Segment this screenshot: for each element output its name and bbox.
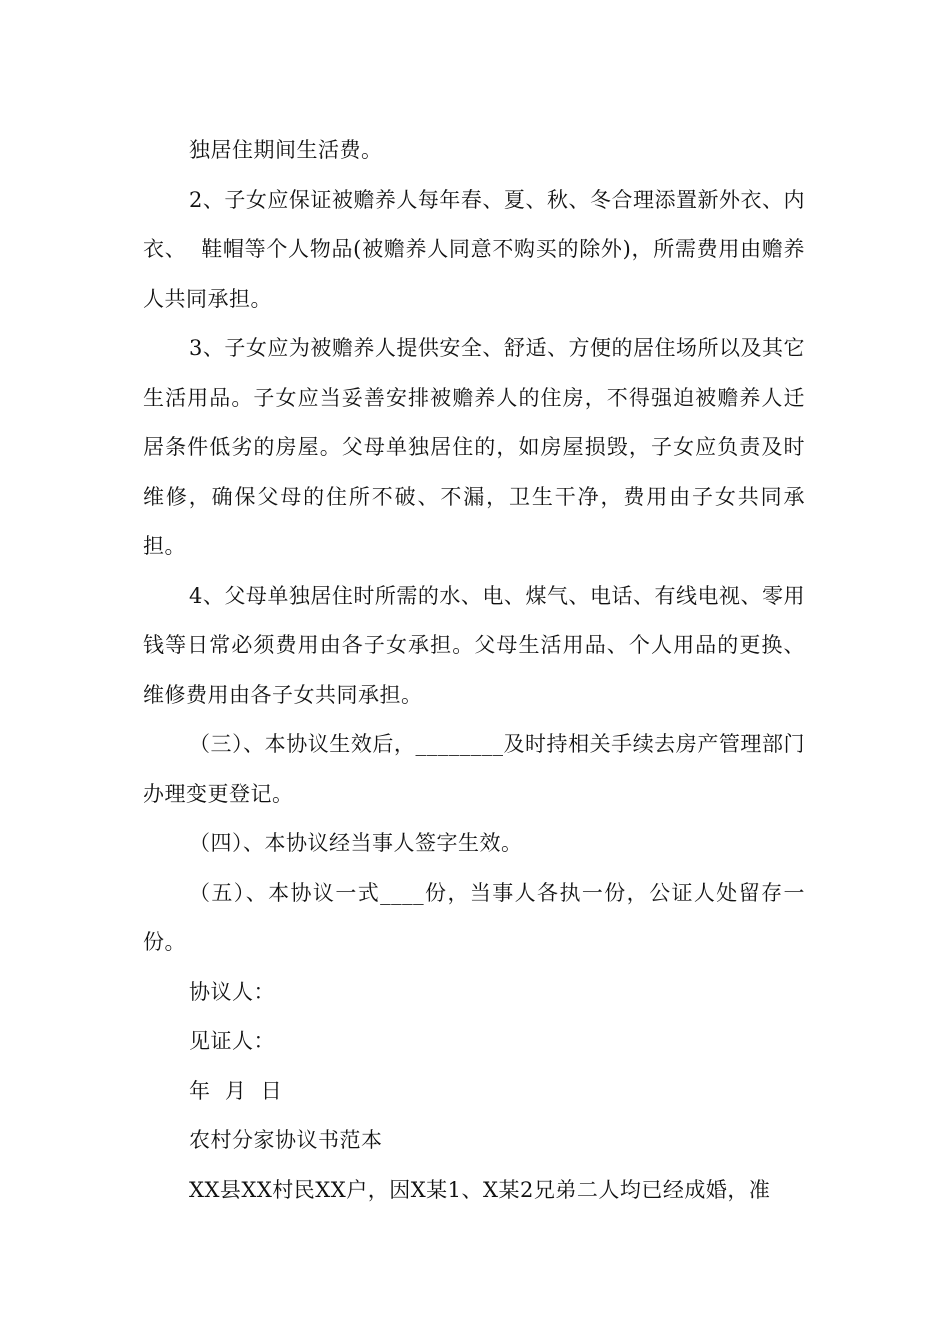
clause-four-effective: （四）、本协议经当事人签字生效。 (189, 831, 523, 855)
paragraph-housing: 3、子女应为被赡养人提供安全、舒适、方便的居住场所以及其它生活用品。子女应当妥善安排被赡养人的住房，不得强迫被赡养人迁居条件低劣的房屋。父母单独居住的，如房屋损毁，子女应负责及时维修，确保父母的住所不破、不漏，卫生干净，费用由子女共同承担。 (143, 336, 805, 558)
section-heading-rural-agreement: 农村分家协议书范本 (189, 1128, 383, 1152)
signature-witness-label: 见证人： (189, 1029, 275, 1053)
signature-parties-label: 协议人： (189, 979, 275, 1004)
paragraph-living-expenses-continued: 独居住期间生活费。 (189, 138, 383, 162)
clause-five-copies: （五）、本协议一式____份，当事人各执一份，公证人处留存一份。 (143, 880, 805, 954)
paragraph-daily-expenses: 4、父母单独居住时所需的水、电、煤气、电话、有线电视、零用钱等日常必须费用由各子女承担。父母生活用品、个人用品的更换、维修费用由各子女共同承担。 (143, 583, 805, 707)
signature-date-label: 年 月 日 (189, 1078, 283, 1103)
clause-three-property-registration: （三）、本协议生效后，________及时持相关手续去房产管理部门办理变更登记。 (143, 732, 805, 806)
document-body (143, 126, 805, 1215)
paragraph-household-intro: XX县XX村民XX户，因X某1、X某2兄弟二人均已经成婚，准 (189, 1177, 771, 1202)
paragraph-clothing-items: 2、子女应保证被赡养人每年春、夏、秋、冬合理添置新外衣、内衣、 鞋帽等个人物品(被赡养人同意不购买的除外)，所需费用由赡养人共同承担。 (143, 187, 805, 311)
